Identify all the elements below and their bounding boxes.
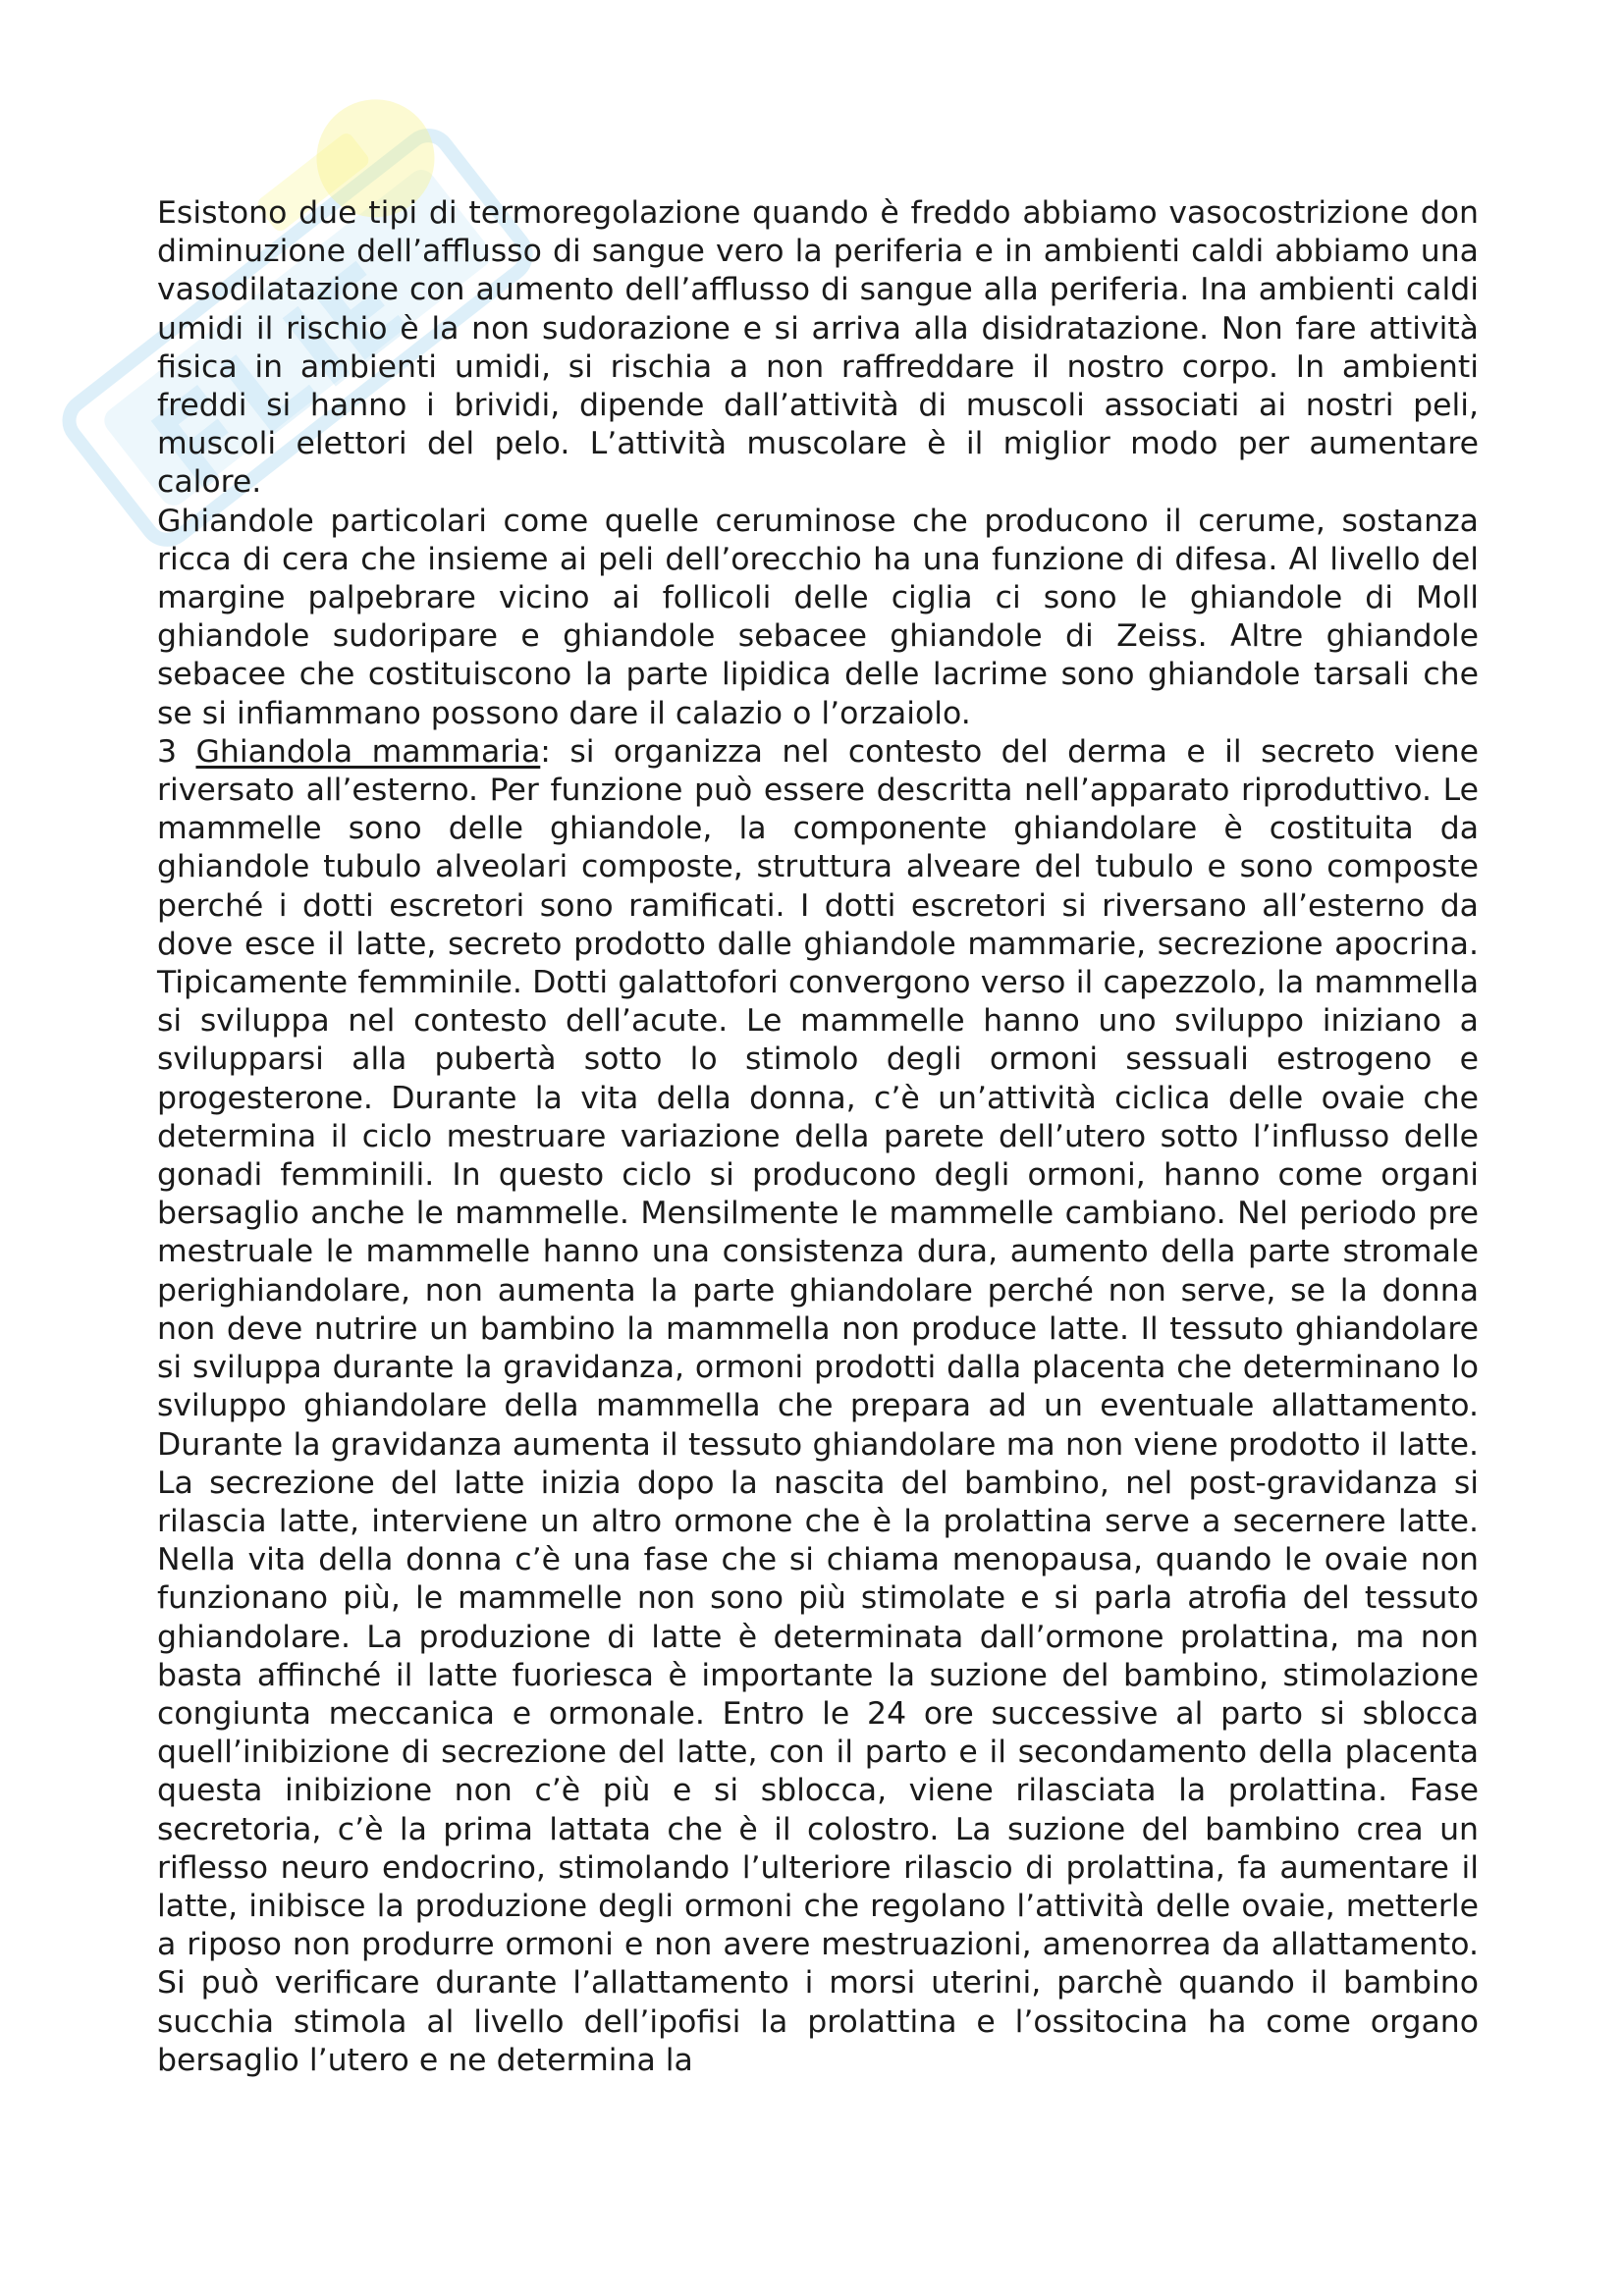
section-number: 3	[157, 733, 196, 770]
section-heading: Ghiandola mammaria	[195, 733, 541, 770]
paragraph-ghiandola-mammaria	[157, 733, 1479, 2080]
section-body: : si organizza nel contesto del derma e il secreto viene riversato all’esterno. Per funzione può essere descritta nell’apparato riproduttivo. Le mammelle sono delle ghiandole, la componente ghiandolare è costituita da ghiandole tubulo alveolari composte, struttura alveare del tubulo e sono composte perché i dotti escretori sono ramificati. I dotti escretori si riversano all’esterno da dove esce il latte, secreto prodotto dalle ghiandole mammarie, secrezione apocrina. Tipicamente femminile. Dotti galattofori convergono verso il capezzolo, la mammella si sviluppa nel contesto dell’acute. Le mammelle hanno uno sviluppo iniziano a svilupparsi alla pubertà sotto lo stimolo degli ormoni sessuali estrogeno e progesterone. Durante la vita della donna, c’è un’attività ciclica delle ovaie che determina il ciclo mestruare variazione della parete dell’utero sotto l’influsso delle gonadi femminili. In questo ciclo si producono degli ormoni, hanno come organi bersaglio anche le mammelle. Mensilmente le mammelle cambiano. Nel periodo pre mestruale le mammelle hanno una consistenza dura, aumento della parte stromale perighiandolare, non aumenta la parte ghiandolare perché non serve, se la donna non deve nutrire un bambino la mammella non produce latte. Il tessuto ghiandolare si sviluppa durante la gravidanza, ormoni prodotti dalla placenta che determinano lo sviluppo ghiandolare della mammella che prepara ad un eventuale allattamento. Durante la gravidanza aumenta il tessuto ghiandolare ma non viene prodotto il latte. La secrezione del latte inizia dopo la nascita del bambino, nel post-gravidanza si rilascia latte, interviene un altro ormone che è la prolattina serve a secernere latte. Nella vita della donna c’è una fase che si chiama menopausa, quando le ovaie non funzionano più, le mammelle non sono più stimolate e si parla atrofia del tessuto ghiandolare. La produzione di latte è determinata dall’ormone prolattina, ma non basta affinché il latte fuoriesca è importante la suzione del bambino, stimolazione congiunta meccanica e ormonale. Entro le 24 ore successive al parto si sblocca quell’inibizione di secrezione del latte, con il parto e il secondamento della placenta questa inibizione non c’è più e si sblocca, viene rilasciata la prolattina. Fase secretoria, c’è la prima lattata che è il colostro. La suzione del bambino crea un riflesso neuro endocrino, stimolando l’ulteriore rilascio di prolattina, fa aumentare il latte, inibisce la produzione degli ormoni che regolano l’attività delle ovaie, metterle a riposo non produrre ormoni e non avere mestruazioni, amenorrea da allattamento. Si può verificare durante l’allattamento i morsi uterini, parchè quando il bambino succhia stimola al livello dell’ipofisi la prolattina e l’ossitocina ha come organo bersaglio l’utero e ne determina la	[157, 733, 1479, 2078]
document-body	[157, 194, 1479, 2080]
paragraph-termoregolazione: Esistono due tipi di termoregolazione quando è freddo abbiamo vasocostrizione don diminuzione dell’afflusso di sangue vero la periferia e in ambienti caldi abbiamo una vasodilatazione con aumento dell’afflusso di sangue alla periferia. Ina ambienti caldi umidi il rischio è la non sudorazione e si arriva alla disidratazione. Non fare attività fisica in ambienti umidi, si rischia a non raffreddare il nostro corpo. In ambienti freddi si hanno i brividi, dipende dall’attività di muscoli associati ai nostri peli, muscoli elettori del pelo. L’attività muscolare è il miglior modo per aumentare calore.	[157, 195, 1479, 501]
paragraph-ghiandole-particolari: Ghiandole particolari come quelle ceruminose che producono il cerume, sostanza ricca di cera che insieme ai peli dell’orecchio ha una funzione di difesa. Al livello del margine palpebrare vicino ai follicoli delle ciglia ci sono le ghiandole di Moll ghiandole sudoripare e ghiandole sebacee ghiandole di Zeiss. Altre ghiandole sebacee che costituiscono la parte lipidica delle lacrime sono ghiandole tarsali che se si infiammano possono dare il calazio o l’orzaiolo.	[157, 503, 1479, 731]
